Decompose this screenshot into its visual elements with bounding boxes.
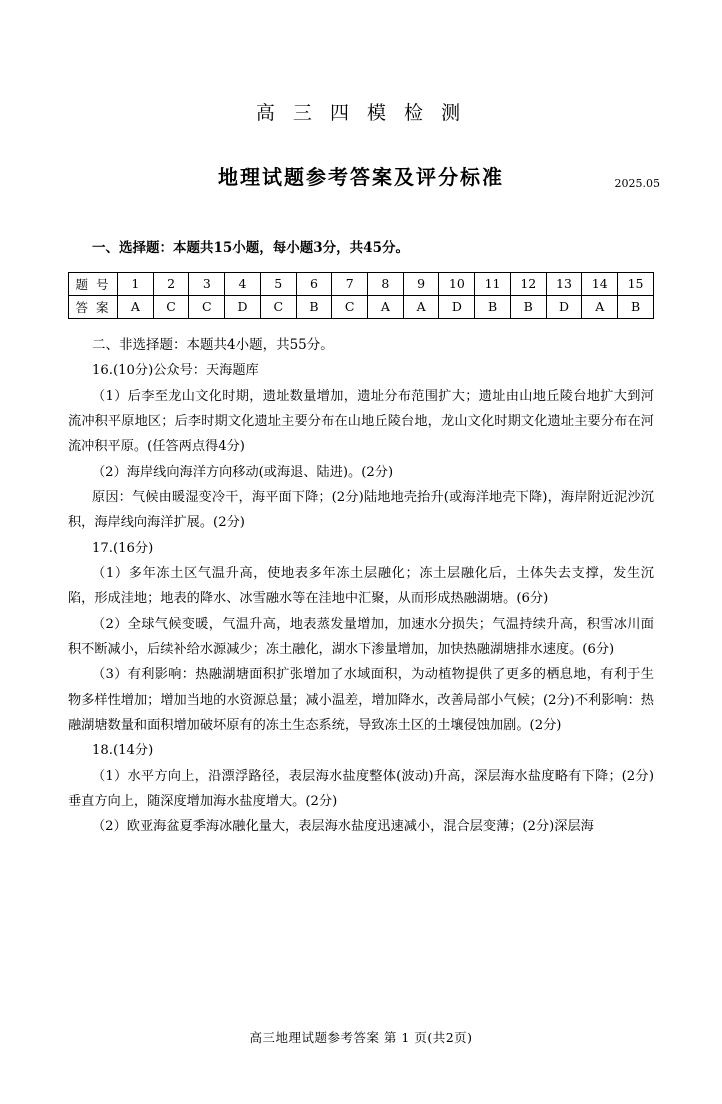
answer-paragraph: 18.(14分): [92, 743, 154, 759]
document-page: [0, 98, 722, 1104]
answer-paragraph: （2）全球气候变暖，气温升高，地表蒸发量增加，加速水分损失；气温持续升高，积雪冰川面积不断减小，后续补给水源减少；冻土融化，湖水下渗量增加，加快热融湖塘排水速度。(6分): [68, 616, 654, 658]
answer-cell: A: [582, 295, 618, 318]
question-number: 12: [510, 272, 546, 295]
answer-cell: B: [510, 295, 546, 318]
question-number: 3: [189, 272, 225, 295]
section-two-heading: [68, 333, 654, 359]
question-number: 13: [546, 272, 582, 295]
answer-cell: C: [153, 295, 189, 318]
row-header-number: 题 号: [69, 272, 118, 295]
answer-paragraph: （1）多年冻土区气温升高，使地表多年冻土层融化；冻土层融化后，土体失去支撑，发生沉陷，形成洼地；地表的降水、冰雪融水等在洼地中汇聚，从而形成热融湖塘。(6分): [68, 566, 654, 607]
section-one-desc: 本题共15小题，每小题3分，共45分。: [173, 240, 409, 256]
question-number: 2: [153, 272, 189, 295]
answer-cell: B: [475, 295, 511, 318]
section-one-label: 一、选择题：: [92, 240, 173, 256]
question-number: 5: [260, 272, 296, 295]
answer-cell: D: [225, 295, 261, 318]
question-number: 8: [368, 272, 404, 295]
question-number: 1: [118, 272, 154, 295]
question-number: 6: [296, 272, 332, 295]
question-number: 15: [618, 272, 654, 295]
question-number: 10: [439, 272, 475, 295]
question-number: 7: [332, 272, 368, 295]
section-one-heading: [68, 236, 654, 262]
document-date: 2025.05: [614, 177, 660, 190]
answer-paragraph: （2）欧亚海盆夏季海冰融化量大，表层海水盐度迅速减小，混合层变薄；(2分)深层海: [92, 819, 594, 835]
section-two-label: 二、非选择题：: [92, 336, 187, 353]
answer-cell: C: [189, 295, 225, 318]
question-number: 4: [225, 272, 261, 295]
answer-paragraph: （2）海岸线向海洋方向移动(或海退、陆进)。(2分): [92, 464, 394, 480]
table-row-numbers: [69, 272, 654, 295]
table-row-answers: [69, 295, 654, 318]
answer-cell: C: [332, 295, 368, 318]
page-subtitle: 地理试题参考答案及评分标准: [218, 165, 504, 189]
answer-cell: A: [403, 295, 439, 318]
answer-cell: C: [260, 295, 296, 318]
answer-paragraph: 16.(10分)公众号：天海题库: [92, 363, 259, 379]
answer-cell: B: [618, 295, 654, 318]
answer-cell: D: [546, 295, 582, 318]
answer-paragraph: （3）有利影响：热融湖塘面积扩张增加了水域面积，为动植物提供了更多的栖息地，有利于生物多样性增加；增加当地的水资源总量；减小温差，增加降水，改善局部小气候；(2分)不利影响：热融湖塘数量和面积增加破坏原有的冻土生态系统，导致冻土区的土壤侵蚀加剧。(2分): [68, 667, 654, 734]
page-footer: 高三地理试题参考答案 第 1 页(共2页): [249, 1030, 473, 1045]
answer-cell: D: [439, 295, 475, 318]
answer-paragraph: 原因：气候由暖湿变冷干，海平面下降；(2分)陆地地壳抬升(或海洋地壳下降)，海岸附近泥沙沉积，海岸线向海洋扩展。(2分): [68, 490, 654, 531]
question-number: 9: [403, 272, 439, 295]
section-two-desc: 本题共4小题，共55分。: [186, 336, 334, 353]
question-number: 14: [582, 272, 618, 295]
subtitle-row: [68, 161, 660, 190]
answer-cell: A: [368, 295, 404, 318]
question-number: 11: [475, 272, 511, 295]
answer-paragraph: （1）后李至龙山文化时期，遗址数量增加，遗址分布范围扩大；遗址由山地丘陵台地扩大到河流冲积平原地区；后李时期文化遗址主要分布在山地丘陵台地，龙山文化时期文化遗址主要分布在河流冲积平原。(任答两点得4分): [68, 388, 654, 455]
answer-cell: A: [118, 295, 154, 318]
answer-cell: B: [296, 295, 332, 318]
answer-paragraph: （1）水平方向上，沿漂浮路径，表层海水盐度整体(波动)升高，深层海水盐度略有下降；(2分)垂直方向上，随深度增加海水盐度增大。(2分): [68, 768, 654, 810]
page-title: 高 三 四 模 检 测: [255, 102, 467, 124]
row-header-answer: 答 案: [69, 295, 118, 318]
answer-paragraph: 17.(16分): [92, 540, 154, 556]
answer-key-table: [68, 272, 654, 319]
